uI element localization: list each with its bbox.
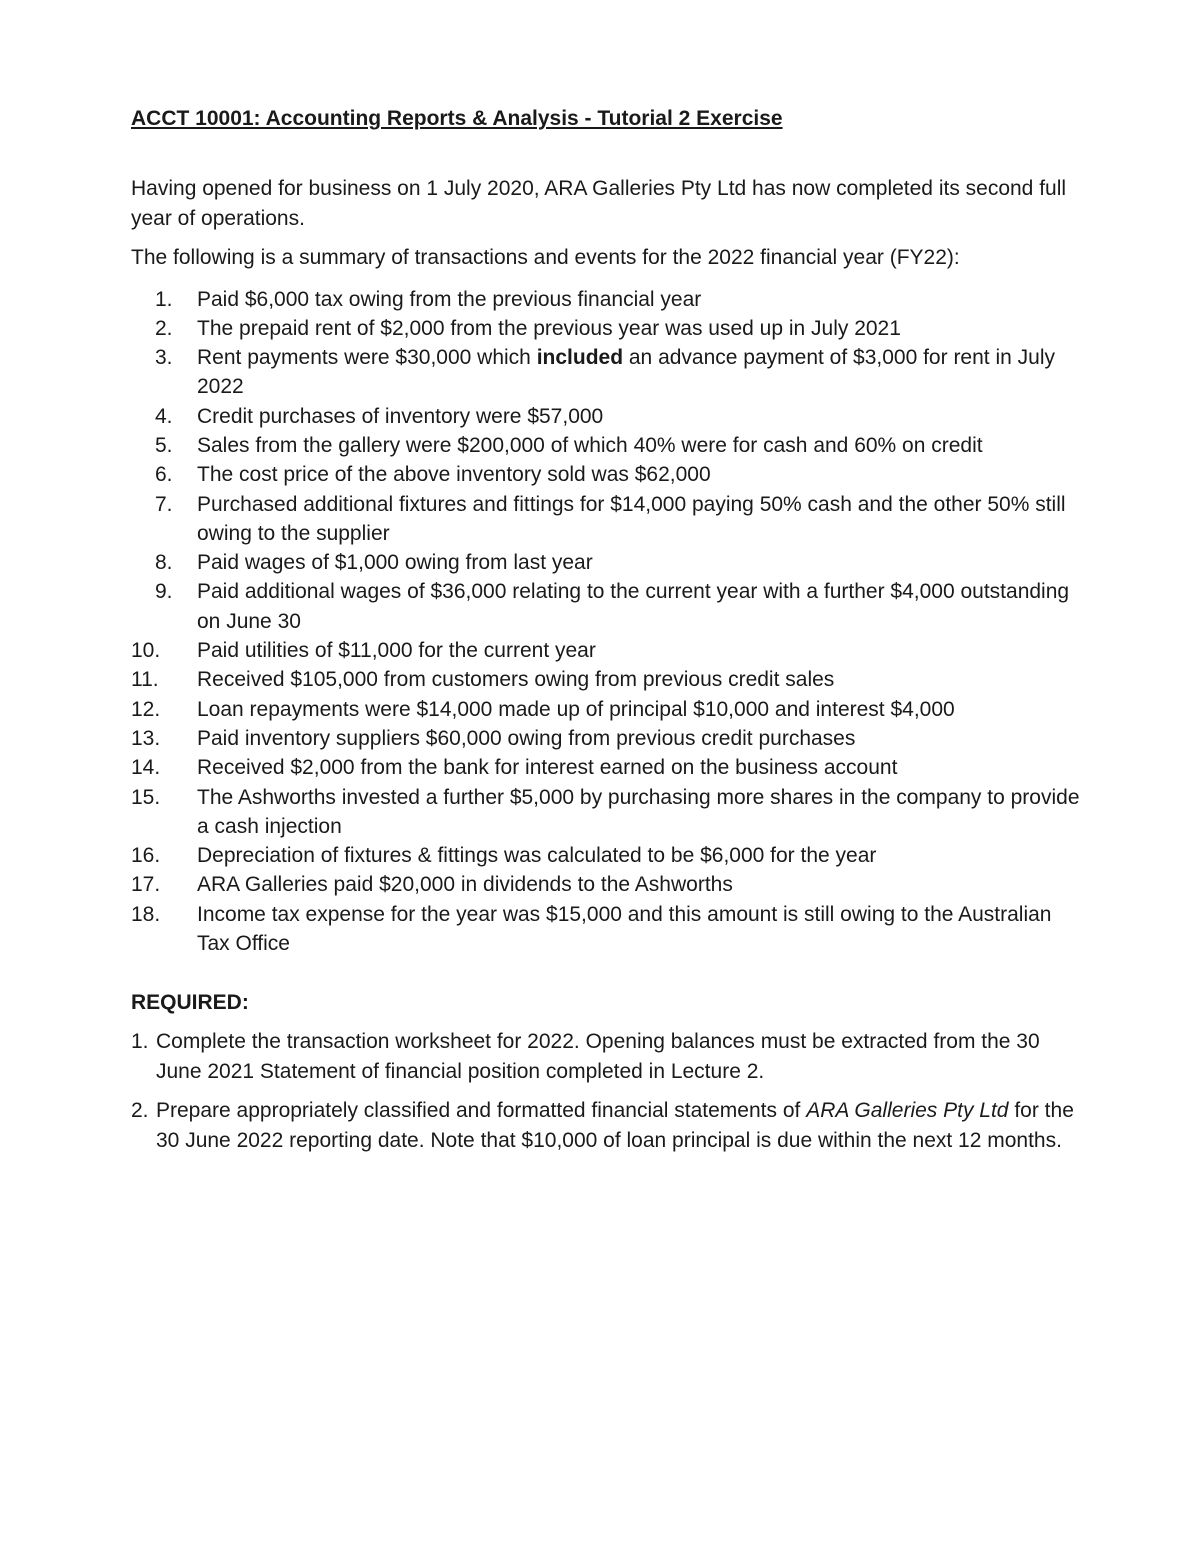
transaction-text: Depreciation of fixtures & fittings was calculated to be $6,000 for the year	[197, 844, 877, 868]
transaction-item	[131, 870, 1081, 899]
transaction-number: 1.	[155, 287, 173, 311]
transaction-item	[131, 753, 1081, 782]
transaction-item	[131, 402, 1081, 431]
transaction-text: Paid $6,000 tax owing from the previous financial year	[197, 287, 702, 311]
transaction-item	[131, 577, 1081, 636]
required-number: 2.	[131, 1099, 149, 1123]
transaction-item	[131, 636, 1081, 665]
required-text-italic: ARA Galleries Pty Ltd	[806, 1099, 1009, 1123]
transaction-number: 15.	[131, 785, 161, 809]
transaction-text: Paid additional wages of $36,000 relating to the current year with a further $4,000 outstanding on June 30	[197, 580, 1070, 633]
required-heading: REQUIRED:	[131, 991, 249, 1015]
transaction-text: Paid wages of $1,000 owing from last year	[197, 551, 593, 575]
transaction-text: The cost price of the above inventory sold was $62,000	[197, 463, 711, 487]
transaction-number: 18.	[131, 902, 161, 926]
required-number: 1.	[131, 1030, 149, 1054]
transaction-number: 7.	[155, 492, 173, 516]
transaction-item	[131, 343, 1081, 402]
transaction-item	[131, 695, 1081, 724]
document-page	[131, 104, 1081, 1165]
transaction-number: 9.	[155, 580, 173, 604]
transaction-text: Paid inventory suppliers $60,000 owing from previous credit purchases	[197, 726, 856, 750]
transaction-text-bold: included	[536, 346, 624, 370]
transaction-text: ARA Galleries paid $20,000 in dividends to the Ashworths	[197, 873, 733, 897]
transaction-text-after: an advance payment of $3,000 for rent in July 2022	[197, 346, 1055, 399]
transaction-list	[131, 285, 1081, 959]
required-text: Complete the transaction worksheet for 2022. Opening balances must be extracted from the 30 June 2021 Statement of financial position completed in Lecture 2.	[156, 1030, 1040, 1083]
transaction-number: 4.	[155, 404, 173, 428]
transaction-number: 13.	[131, 726, 161, 750]
transaction-number: 6.	[155, 463, 173, 487]
transaction-number: 5.	[155, 433, 173, 457]
transaction-number: 2.	[155, 316, 173, 340]
transaction-item	[131, 490, 1081, 549]
transaction-number: 17.	[131, 873, 161, 897]
transaction-item	[131, 724, 1081, 753]
transaction-number: 10.	[131, 639, 161, 663]
transaction-text: The Ashworths invested a further $5,000 by purchasing more shares in the company to provide a cash injection	[197, 785, 1080, 838]
transaction-text-before: Rent payments were $30,000 which	[197, 346, 537, 370]
transaction-item	[131, 841, 1081, 870]
transaction-item	[131, 900, 1081, 959]
transaction-text: Loan repayments were $14,000 made up of principal $10,000 and interest $4,000	[197, 697, 955, 721]
transaction-number: 16.	[131, 844, 161, 868]
required-text-after: for the 30 June 2022 reporting date. Note that $10,000 of loan principal is due within the next 12 months.	[156, 1099, 1074, 1152]
transaction-text: Income tax expense for the year was $15,000 and this amount is still owing to the Australian Tax Office	[197, 902, 1052, 956]
transaction-number: 12.	[131, 697, 161, 721]
transaction-item	[131, 460, 1081, 489]
transaction-number: 8.	[155, 551, 173, 575]
transaction-text: The prepaid rent of $2,000 from the previous year was used up in July 2021	[197, 316, 901, 340]
transactions-intro: The following is a summary of transactions and events for the 2022 financial year (FY22):	[131, 246, 960, 269]
transaction-text: Paid utilities of $11,000 for the current year	[197, 639, 596, 663]
required-item	[131, 1096, 1081, 1155]
transaction-item	[131, 783, 1081, 842]
transaction-item	[131, 431, 1081, 460]
transaction-text: Credit purchases of inventory were $57,000	[197, 404, 604, 428]
transaction-text: Received $105,000 from customers owing from previous credit sales	[197, 668, 835, 692]
required-text-before: Prepare appropriately classified and formatted financial statements of	[156, 1099, 807, 1123]
required-list	[131, 1027, 1081, 1155]
transaction-text: Sales from the gallery were $200,000 of which 40% were for cash and 60% on credit	[197, 433, 983, 457]
transaction-item	[131, 548, 1081, 577]
transaction-number: 14.	[131, 756, 161, 780]
transaction-item	[131, 665, 1081, 694]
transaction-number: 3.	[155, 346, 173, 370]
document-title: ACCT 10001: Accounting Reports & Analysis - Tutorial 2 Exercise	[131, 107, 783, 130]
transaction-number: 11.	[131, 668, 159, 692]
transaction-text: Received $2,000 from the bank for interest earned on the business account	[197, 756, 898, 780]
transaction-text: Purchased additional fixtures and fittings for $14,000 paying 50% cash and the other 50% still owing to the supplier	[197, 492, 1066, 545]
intro-paragraph: Having opened for business on 1 July 2020, ARA Galleries Pty Ltd has now completed its second full year of operations.	[131, 177, 1067, 230]
required-item	[131, 1027, 1081, 1086]
transaction-item	[131, 314, 1081, 343]
transaction-item	[131, 285, 1081, 314]
